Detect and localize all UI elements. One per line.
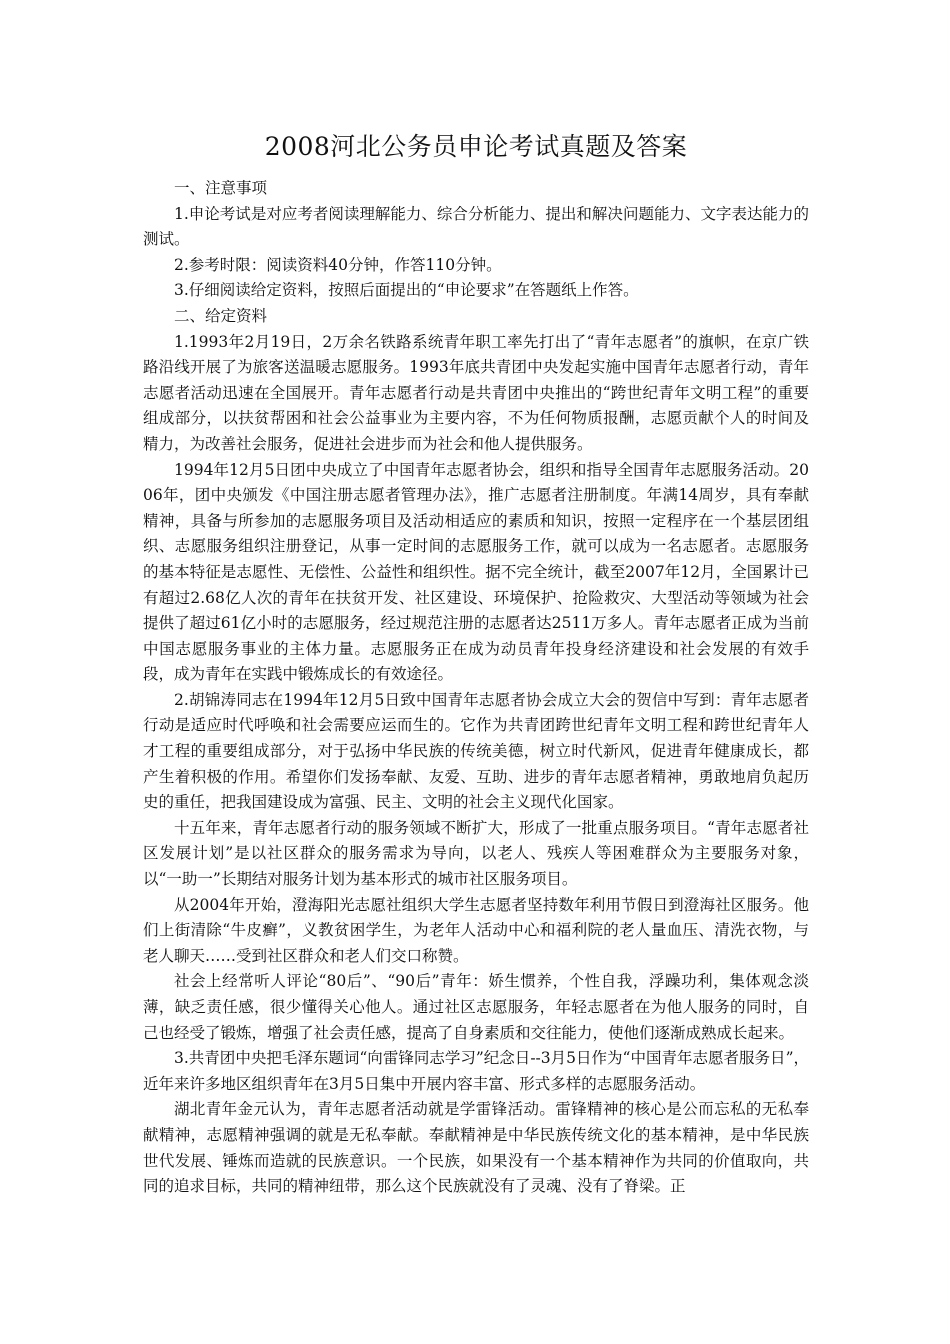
note-item-1: 1.申论考试是对应考者阅读理解能力、综合分析能力、提出和解决问题能力、文字表达能力的测试。 [143, 204, 809, 249]
document-page [143, 130, 809, 1200]
section-heading-notes: 一、注意事项 [174, 179, 268, 197]
section-heading-materials: 二、给定资料 [174, 306, 268, 325]
material-paragraph: 1.1993年2月19日，2万余名铁路系统青年职工率先打出了“青年志愿者”的旗帜，在京广铁路沿线开展了为旅客送温暖志愿服务。1993年底共青团中央发起实施中国青年志愿者行动，青年志愿者活动迅速在全国展开。青年志愿者行动是共青团中央推出的“跨世纪青年文明工程”的重要组成部分，以扶贫帮困和社会公益事业为主要内容，不为任何物质报酬，志愿贡献个人的时间及精力，为改善社会服务，促进社会进步而为社会和他人提供服务。 [143, 332, 809, 453]
material-paragraph: 2.胡锦涛同志在1994年12月5日致中国青年志愿者协会成立大会的贺信中写到：青年志愿者行动是适应时代呼唤和社会需要应运而生的。它作为共青团跨世纪青年文明工程和跨世纪青年人才工程的重要组成部分，对于弘扬中华民族的传统美德，树立时代新风，促进青年健康成长，都产生着积极的作用。希望你们发扬奉献、友爱、互助、进步的青年志愿者精神，勇敢地肩负起历史的重任，把我国建设成为富强、民主、文明的社会主义现代化国家。 [143, 690, 809, 812]
note-item-3: 3.仔细阅读给定资料，按照后面提出的“申论要求”在答题纸上作答。 [174, 281, 639, 300]
material-paragraph: 1994年12月5日团中央成立了中国青年志愿者协会，组织和指导全国青年志愿服务活动。2006年，团中央颁发《中国注册志愿者管理办法》，推广志愿者注册制度。年满14周岁，具有奉献精神，具备与所参加的志愿服务项目及活动相适应的素质和知识，按照一定程序在一个基层团组织、志愿服务组织注册登记，从事一定时间的志愿服务工作，就可以成为一名志愿者。志愿服务的基本特征是志愿性、无偿性、公益性和组织性。据不完全统计，截至2007年12月，全国累计已有超过2.68亿人次的青年在扶贫开发、社区建设、环境保护、抢险救灾、大型活动等领域为社会提供了超过61亿小时的志愿服务，经过规范注册的志愿者达2511万多人。青年志愿者正成为当前中国志愿服务事业的主体力量。志愿服务正在成为动员青年投身经济建设和社会发展的有效手段，成为青年在实践中锻炼成长的有效途径。 [143, 460, 809, 684]
material-paragraph: 社会上经常听人评论“80后”、“90后”青年：娇生惯养，个性自我，浮躁功利，集体观念淡薄，缺乏责任感，很少懂得关心他人。通过社区志愿服务，年轻志愿者在为他人服务的同时，自己也经受了锻炼，增强了社会责任感，提高了自身素质和交往能力，使他们逐渐成熟成长起来。 [143, 972, 809, 1042]
note-item-2: 2.参考时限：阅读资料40分钟，作答110分钟。 [174, 255, 502, 274]
material-paragraph: 湖北青年金元认为，青年志愿者活动就是学雷锋活动。雷锋精神的核心是公而忘私的无私奉献精神，志愿精神强调的就是无私奉献。奉献精神是中华民族传统文化的基本精神，是中华民族世代发展、锤炼而造就的民族意识。一个民族，如果没有一个基本精神作为共同的价值取向，共同的追求目标，共同的精神纽带，那么这个民族就没有了灵魂、没有了脊梁。正 [143, 1100, 809, 1196]
material-paragraph: 3.共青团中央把毛泽东题词“向雷锋同志学习”纪念日--3月5日作为“中国青年志愿者服务日”，近年来许多地区组织青年在3月5日集中开展内容丰富、形式多样的志愿服务活动。 [143, 1049, 809, 1093]
document-body [143, 176, 809, 1200]
document-title: 2008河北公务员申论考试真题及答案 [264, 132, 688, 161]
material-paragraph: 十五年来，青年志愿者行动的服务领域不断扩大，形成了一批重点服务项目。“青年志愿者社区发展计划”是以社区群众的服务需求为导向，以老人、残疾人等困难群众为主要服务对象，以“一助一”长期结对服务计划为基本形式的城市社区服务项目。 [143, 818, 809, 889]
material-paragraph: 从2004年开始，澄海阳光志愿社组织大学生志愿者坚持数年利用节假日到澄海社区服务。他们上街清除“牛皮癣”，义教贫困学生，为老年人活动中心和福利院的老人量血压、清洗衣物，与老人聊天……受到社区群众和老人们交口称赞。 [143, 895, 809, 965]
